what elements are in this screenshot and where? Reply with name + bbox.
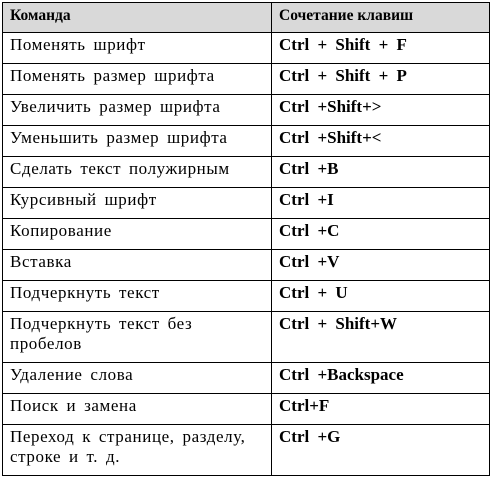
command-cell: Уменьшить размер шрифта	[3, 126, 272, 157]
shortcuts-table	[2, 2, 490, 476]
command-cell: Вставка	[3, 250, 272, 281]
table-row	[3, 188, 490, 219]
table-row	[3, 425, 490, 476]
shortcut-cell: Ctrl +G	[272, 425, 490, 476]
table-row	[3, 64, 490, 95]
shortcut-cell: Ctrl + U	[272, 281, 490, 312]
shortcut-cell: Ctrl +C	[272, 219, 490, 250]
header-row	[3, 3, 490, 33]
shortcut-cell: Ctrl +V	[272, 250, 490, 281]
shortcut-column-header: Сочетание клавиш	[272, 3, 490, 33]
table-row	[3, 95, 490, 126]
table-row	[3, 33, 490, 64]
shortcut-cell: Ctrl +Shift+<	[272, 126, 490, 157]
table-row	[3, 281, 490, 312]
table-row	[3, 157, 490, 188]
command-cell: Увеличить размер шрифта	[3, 95, 272, 126]
shortcut-cell: Ctrl +I	[272, 188, 490, 219]
command-cell: Удаление слова	[3, 363, 272, 394]
table-row	[3, 363, 490, 394]
command-cell: Копирование	[3, 219, 272, 250]
command-column-header: Команда	[3, 3, 272, 33]
shortcut-cell: Ctrl + Shift + P	[272, 64, 490, 95]
table-row	[3, 312, 490, 363]
table-row	[3, 250, 490, 281]
shortcut-cell: Ctrl + Shift+W	[272, 312, 490, 363]
command-cell: Курсивный шрифт	[3, 188, 272, 219]
shortcut-cell: Ctrl +Shift+>	[272, 95, 490, 126]
command-cell: Сделать текст полужирным	[3, 157, 272, 188]
table-row	[3, 219, 490, 250]
table-row	[3, 394, 490, 425]
shortcut-cell: Ctrl + Shift + F	[272, 33, 490, 64]
table-row	[3, 126, 490, 157]
shortcut-cell: Ctrl +B	[272, 157, 490, 188]
command-cell: Подчеркнуть текст	[3, 281, 272, 312]
command-cell: Подчеркнуть текст без пробелов	[3, 312, 272, 363]
command-cell: Переход к странице, разделу, строке и т. д.	[3, 425, 272, 476]
command-cell: Поиск и замена	[3, 394, 272, 425]
command-cell: Поменять шрифт	[3, 33, 272, 64]
shortcut-cell: Ctrl+F	[272, 394, 490, 425]
shortcut-cell: Ctrl +Backspace	[272, 363, 490, 394]
command-cell: Поменять размер шрифта	[3, 64, 272, 95]
